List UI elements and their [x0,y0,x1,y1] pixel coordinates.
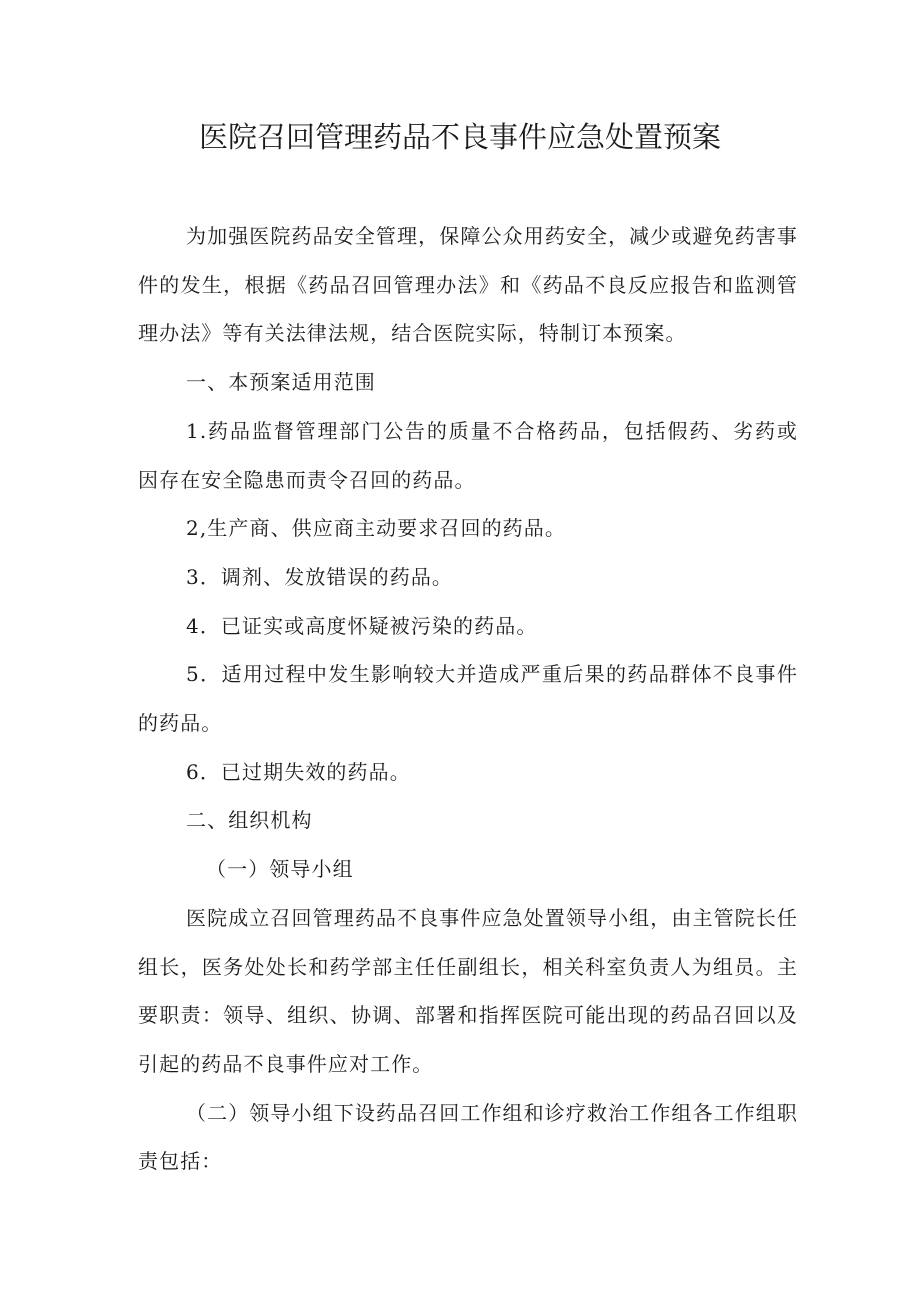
list-item-6: 6．已过期失效的药品。 [186,759,411,784]
subsection-heading-leadership: （一）领导小组 [206,857,354,882]
document-title: 医院召回管理药品不良事件应急处置预案 [198,120,721,154]
list-item-3: 3．调剂、发放错误的药品。 [186,564,454,589]
list-item-4: 4．已证实或高度怀疑被污染的药品。 [186,613,538,638]
section-heading-scope: 一、本预案适用范围 [186,370,376,395]
section-heading-organization: 二、组织机构 [186,808,313,833]
list-item-5: 5．适用过程中发生影响较大并造成严重后果的药品群体不良事件的药品。 [138,662,798,736]
intro-paragraph: 为加强医院药品安全管理，保障公众用药安全，减少或避免药害事件的发生，根据《药品召回管理办法》和《药品不良反应报告和监测管理办法》等有关法律法规，结合医院实际，特制订本预案。 [138,224,798,346]
working-groups-paragraph: （二）领导小组下设药品召回工作组和诊疗救治工作组各工作组职责包括： [138,1100,798,1174]
list-item-1: 1.药品监督管理部门公告的质量不合格药品，包括假药、劣药或因存在安全隐患而责令召回的药品。 [138,418,798,492]
document-body [138,212,798,1186]
leadership-paragraph: 医院成立召回管理药品不良事件应急处置领导小组，由主管院长任组长，医务处处长和药学部主任任副组长，相关科室负责人为组员。主要职责：领导、组织、协调、部署和指挥医院可能出现的药品召回以及引起的药品不良事件应对工作。 [138,905,798,1076]
list-item-2: 2,生产商、供应商主动要求召回的药品。 [186,516,566,541]
